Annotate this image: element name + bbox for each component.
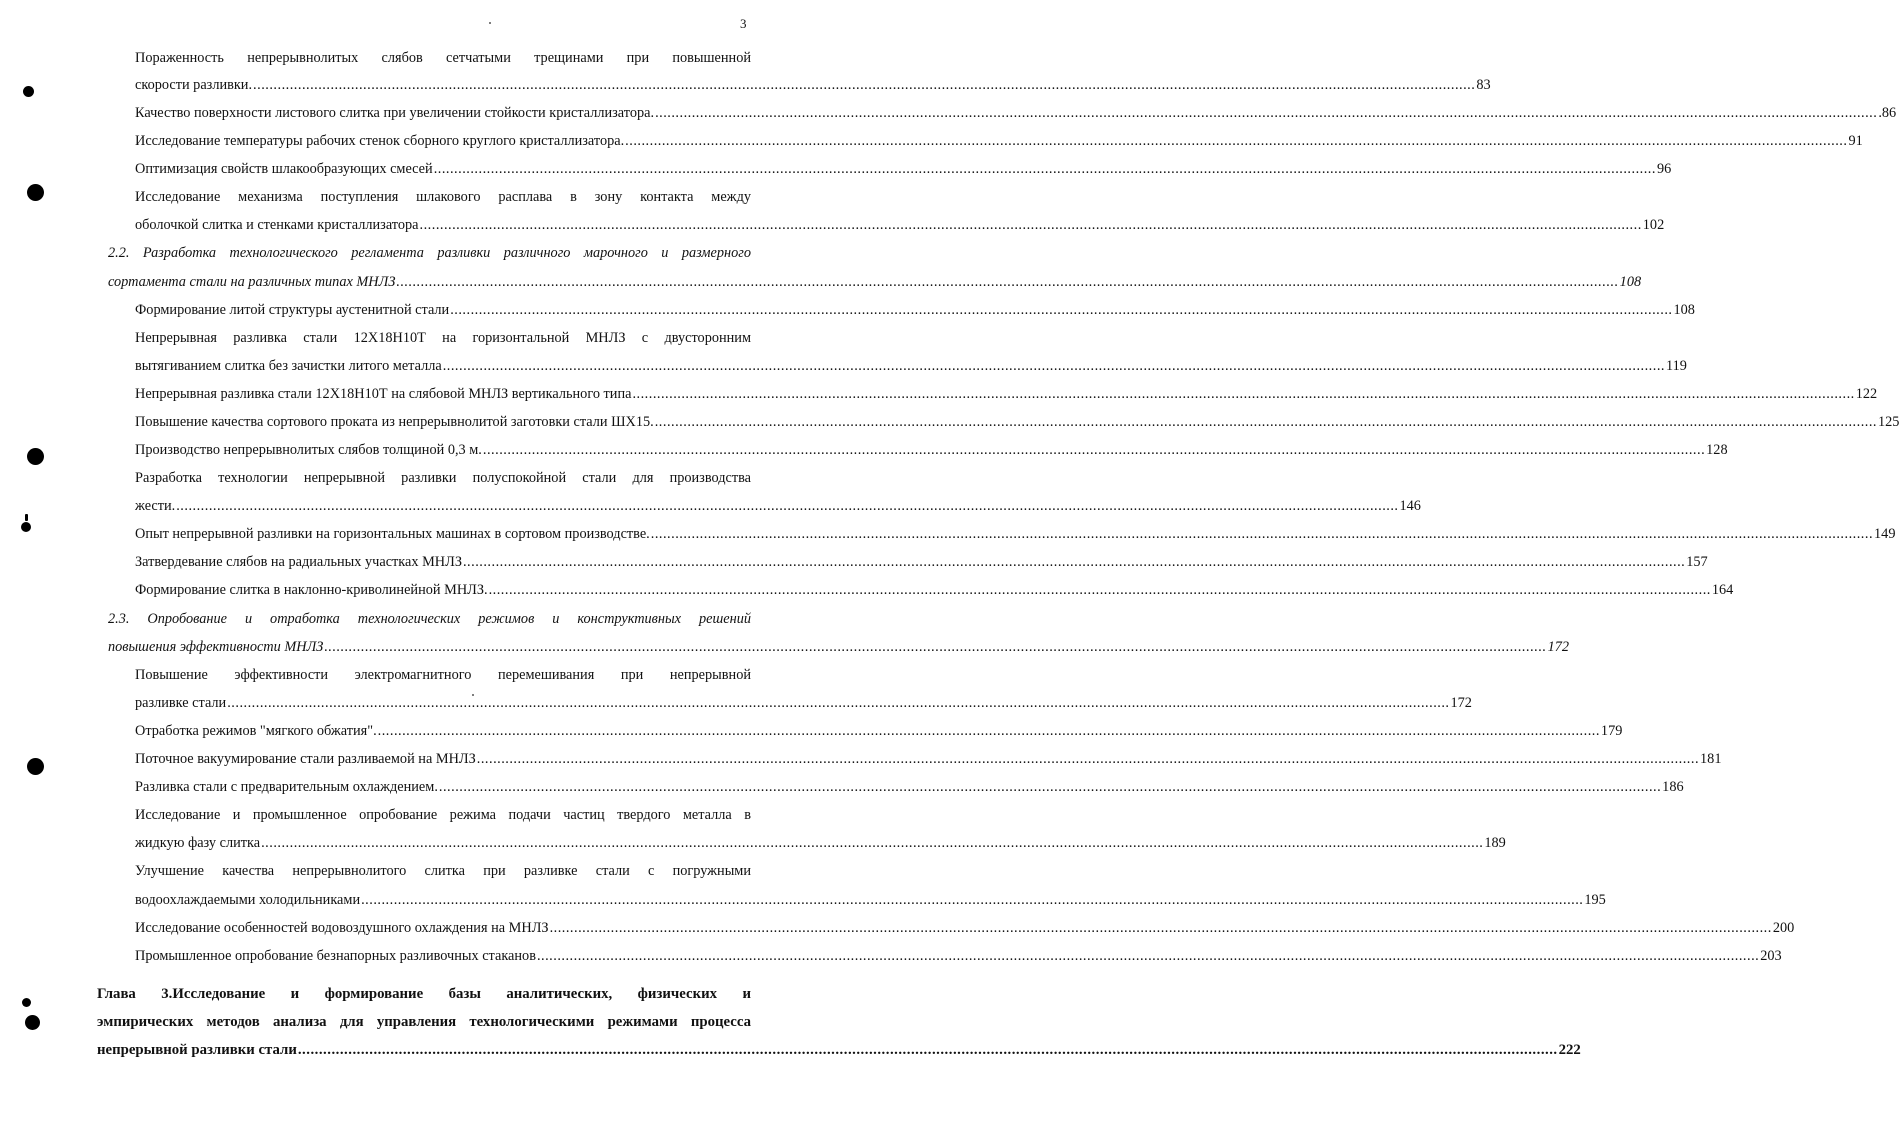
dot-leader: ............................................................................................................................................................................................................................................................................................................ [377,723,1600,739]
binder-hole [27,184,44,201]
toc-entry [135,776,1684,798]
dot-leader: ............................................................................................................................................................................................................................................................................................................ [536,948,1760,964]
toc-entry [135,495,1421,517]
toc-entry-title: Оптимизация свойств шлакообразующих смесей [135,161,433,177]
toc-entry-title: жидкую фазу слитка [135,835,261,851]
toc-entry-line: Пораженность непрерывнолитых слябов сетчатыми трещинами при повышенной [135,50,751,66]
toc-entry-line: 2.2. Разработка технологического регламента разливки различного марочного и размерного [108,245,751,261]
toc-entry-line: Исследование и промышленное опробование режима подачи частиц твердого металла в [135,807,751,823]
toc-page-number: 149 [1874,526,1896,542]
toc-entry-line: Улучшение качества непрерывнолитого слитка при разливке стали с погружными [135,863,751,879]
toc-entry-title: Повышение качества сортового проката из непрерывнолитой заготовки стали ШХ15. [135,414,654,430]
toc-page-number: 189 [1484,835,1506,851]
toc-entry-line: Разработка технологии непрерывной разливки полуспокойной стали для производства [135,470,751,486]
dot-leader: ............................................................................................................................................................................................................................................................................................................ [655,105,1878,121]
toc-entry-title: непрерывной разливки стали [97,1042,297,1058]
toc-page-number: 122 [1855,386,1878,402]
toc-page-number: .86 [1878,105,1897,121]
toc-entry-line: эмпирических методов анализа для управления технологическими режимами процесса [97,1014,751,1030]
dot-leader: ............................................................................................................................................................................................................................................................................................................ [482,442,1706,458]
toc-entry-line: Повышение эффективности электромагнитного перемешивания при непрерывной [135,667,751,683]
toc-entry-title: Непрерывная разливка стали 12Х18Н10Т на слябовой МНЛЗ вертикального типа [135,386,632,402]
dot-leader: ............................................................................................................................................................................................................................................................................................................ [625,133,1848,149]
binder-hole [21,522,31,532]
toc-page-number: 172 [1450,695,1472,711]
toc-page-number: 195 [1584,892,1606,908]
toc-entry-title: сортамента стали на различных типах МНЛЗ [108,274,396,290]
toc-entry-line: 2.3. Опробование и отработка технологических режимов и конструктивных решений [108,611,751,627]
dot-leader: ............................................................................................................................................................................................................................................................................................................ [227,695,1450,711]
toc-page-number: 179 [1600,723,1623,739]
toc-entry [135,383,1878,405]
toc-entry-title: Исследование температуры рабочих стенок сборного круглого кристаллизатора. [135,133,625,149]
binder-hole [25,514,28,521]
binder-hole [27,448,44,465]
dot-leader: ............................................................................................................................................................................................................................................................................................................ [361,892,1584,908]
toc-entry-title: Отработка режимов "мягкого обжатия". [135,723,377,739]
toc-entry [135,130,1863,152]
toc-entry-title: Промышленное опробование безнапорных разливочных стаканов [135,948,536,964]
toc-page-number: 200 [1772,920,1795,936]
dot-leader: ............................................................................................................................................................................................................................................................................................................ [419,217,1642,233]
toc-entry [135,889,1606,911]
toc-page-number: 119 [1665,358,1687,374]
dot-leader: ............................................................................................................................................................................................................................................................................................................ [438,779,1662,795]
toc-entry-title: разливке стали [135,695,227,711]
toc-page-number: 222 [1558,1042,1581,1058]
toc-entry-line: Исследование механизма поступления шлакового расплава в зону контакта между [135,189,751,205]
toc-entry [108,636,1570,658]
toc-entry [135,551,1708,573]
toc-entry [135,158,1672,180]
toc-entry-title: жести. [135,498,176,514]
toc-page-number: 172 [1547,639,1570,655]
toc-entry-title: Разливка стали с предварительным охлаждением. [135,779,438,795]
toc-entry [135,439,1728,461]
toc-entry [135,411,1899,433]
toc-page-number: 91 [1848,133,1863,149]
toc-entry [135,917,1795,939]
toc-entry [135,214,1665,236]
toc-entry [135,832,1506,854]
toc-entry-title: Формирование литой структуры аустенитной стали [135,302,450,318]
page-number: 3 [740,16,747,31]
toc-entry [135,720,1623,742]
binder-hole [22,998,31,1007]
toc-page-number: 125 [1878,414,1899,430]
toc-entry-title: Затвердевание слябов на радиальных участках МНЛЗ [135,554,462,570]
scan-speck [489,22,491,24]
toc-entry [135,579,1734,601]
toc-entry [108,271,1642,293]
dot-leader: ............................................................................................................................................................................................................................................................................................................ [632,386,1855,402]
toc-entry-title: скорости разливки. [135,77,253,93]
toc-page-number: 102 [1642,217,1665,233]
toc-page-number: 146 [1399,498,1421,514]
toc-page-number: 128 [1706,442,1728,458]
toc-entry [135,523,1896,545]
toc-entry-title: водоохлаждаемыми холодильниками [135,892,361,908]
toc-page-number: 108 [1673,302,1695,318]
toc-entry-title: Формирование слитка в наклонно-криволинейной МНЛЗ. [135,582,488,598]
dot-leader: ............................................................................................................................................................................................................................................................................................................ [450,302,1673,318]
dot-leader: ............................................................................................................................................................................................................................................................................................................ [261,835,1484,851]
dot-leader: ............................................................................................................................................................................................................................................................................................................ [654,414,1877,430]
dot-leader: ............................................................................................................................................................................................................................................................................................................ [442,358,1665,374]
dot-leader: ............................................................................................................................................................................................................................................................................................................ [396,274,1619,290]
toc-entry-title: Поточное вакуумирование стали разливаемой на МНЛЗ [135,751,476,767]
dot-leader: ............................................................................................................................................................................................................................................................................................................ [433,161,1656,177]
toc-entry-title: Исследование особенностей водовоздушного охлаждения на МНЛЗ [135,920,549,936]
toc-entry [135,299,1695,321]
dot-leader: ............................................................................................................................................................................................................................................................................................................ [650,526,1874,542]
toc-entry [97,1039,1581,1061]
dot-leader: ............................................................................................................................................................................................................................................................................................................ [462,554,1686,570]
toc-page-number: 96 [1656,161,1672,177]
toc-entry [135,748,1722,770]
toc-page-number: 203 [1760,948,1782,964]
toc-page-number: 108 [1619,274,1642,290]
toc-entry [135,945,1782,967]
toc-entry-title: Опыт непрерывной разливки на горизонтальных машинах в сортовом производстве. [135,526,650,542]
dot-leader: ............................................................................................................................................................................................................................................................................................................ [253,77,1476,93]
dot-leader: ............................................................................................................................................................................................................................................................................................................ [488,582,1711,598]
toc-entry [135,355,1687,377]
binder-hole [25,1015,40,1030]
binder-hole [27,758,44,775]
toc-page-number: 157 [1686,554,1708,570]
binder-hole [23,86,34,97]
dot-leader: ............................................................................................................................................................................................................................................................................................................ [297,1042,1558,1058]
toc-entry-line: Непрерывная разливка стали 12Х18Н10Т на горизонтальной МНЛЗ с двусторонним [135,330,751,346]
toc-entry-title: Производство непрерывнолитых слябов толщиной 0,3 м. [135,442,482,458]
dot-leader: ............................................................................................................................................................................................................................................................................................................ [324,639,1547,655]
toc-page-number: 83 [1476,77,1491,93]
toc-entry-title: Качество поверхности листового слитка при увеличении стойкости кристаллизатора. [135,105,655,121]
toc-page-number: 186 [1662,779,1684,795]
toc-page-number: 181 [1700,751,1722,767]
toc-entry-title: оболочкой слитка и стенками кристаллизатора [135,217,419,233]
toc-entry-title: повышения эффективности МНЛЗ [108,639,324,655]
dot-leader: ............................................................................................................................................................................................................................................................................................................ [476,751,1700,767]
dot-leader: ............................................................................................................................................................................................................................................................................................................ [176,498,1399,514]
dot-leader: ............................................................................................................................................................................................................................................................................................................ [549,920,1772,936]
toc-page-number: 164 [1711,582,1734,598]
toc-entry-line: Глава 3.Исследование и формирование базы аналитических, физических и [97,986,751,1002]
toc-entry [135,74,1491,96]
toc-entry [135,102,1897,124]
toc-entry-title: вытягиванием слитка без зачистки литого металла [135,358,442,374]
toc-entry [135,692,1472,714]
